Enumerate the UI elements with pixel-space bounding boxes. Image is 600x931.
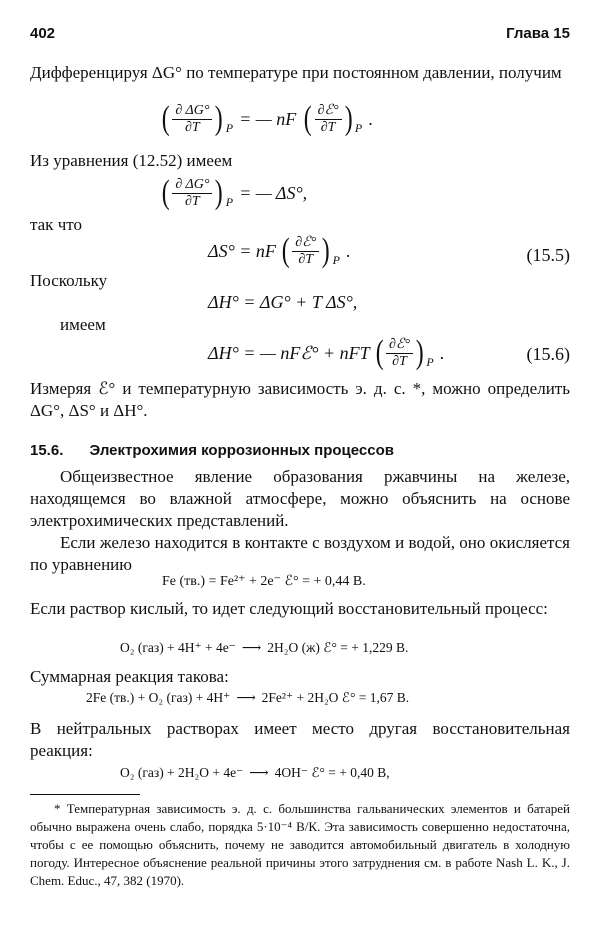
subscript-p: P: [225, 120, 234, 135]
equation-dG-dT-entropy: [160, 176, 307, 210]
paren-right: ): [215, 100, 224, 137]
fraction-numerator: ∂ℰ°: [386, 337, 413, 354]
equation-rhs: = — ΔS°,: [239, 182, 308, 203]
paragraph-overall-reaction: Суммарная реакция такова:: [30, 667, 229, 686]
paren-left: (: [303, 100, 312, 137]
paren-right: ): [344, 100, 353, 137]
fraction-numerator: ∂ℰ°: [292, 235, 319, 252]
subscript-p: P: [354, 120, 363, 135]
fraction-denominator: ∂T: [392, 353, 407, 369]
fraction: [172, 177, 212, 210]
paragraph-we-have: имеем: [60, 315, 106, 334]
reaction-arrow: ⟶: [249, 765, 269, 780]
reaction-arrow: ⟶: [241, 640, 262, 655]
paragraph-acidic-solution: Если раствор кислый, то идет следующий восстановительный процесс:: [30, 599, 548, 618]
fraction-numerator: ∂ℰ°: [315, 103, 342, 120]
fraction-numerator: ∂ ΔG°: [172, 177, 212, 194]
reaction-iron-oxidation: Fe (тв.) = Fe²⁺ + 2e⁻ ℰ° = + 0,44 В.: [162, 574, 366, 589]
reaction-left: 2Fe (тв.) + O₂ (газ) + 4H⁺: [86, 690, 231, 705]
paren-right: ): [321, 232, 330, 269]
paragraph-iron-contact: Если железо находится в контакте с воздухом и водой, оно окисляется по уравнению: [30, 533, 570, 574]
fraction: [386, 337, 413, 370]
paragraph-since: Поскольку: [30, 271, 108, 290]
reaction-right: 2Fe²⁺ + 2H₂O ℰ° = 1,67 В.: [261, 690, 410, 705]
paren-left: (: [161, 174, 170, 211]
paragraph-from-equation: Из уравнения (12.52) имеем: [30, 151, 233, 170]
reaction-overall: [86, 690, 409, 706]
equation-lhs: ΔS° = nF: [208, 240, 276, 261]
equation-rhs: = — nF: [239, 108, 297, 129]
equation-period: .: [439, 342, 445, 363]
paragraph-differentiating: Дифференцируя ΔG° по температуре при постоянном давлении, получим: [30, 63, 562, 82]
reaction-acidic-reduction: [120, 640, 408, 656]
reaction-right: 2H₂O (ж) ℰ° = + 1,229 В.: [267, 640, 409, 655]
chapter-header: Глава 15: [506, 25, 570, 42]
subscript-p: P: [332, 252, 340, 267]
paren-left: (: [281, 232, 290, 269]
section-title: Электрохимия коррозионных процессов: [89, 442, 394, 459]
equation-enthalpy: ΔH° = ΔG° + T ΔS°,: [208, 292, 358, 312]
reaction-right: 4OH⁻ ℰ° = + 0,40 В,: [274, 765, 390, 780]
reaction-left: O₂ (газ) + 2H₂O + 4e⁻: [120, 765, 244, 780]
fraction-numerator: ∂ ΔG°: [172, 103, 212, 120]
fraction: [172, 103, 212, 136]
reaction-neutral-reduction: [120, 765, 390, 781]
reaction-arrow: ⟶: [236, 690, 256, 705]
equation-period: .: [368, 108, 373, 129]
equation-period: .: [345, 240, 351, 261]
equation-lhs: ΔH° = — nFℰ° + nFT: [208, 342, 370, 363]
subscript-p: P: [225, 194, 234, 209]
paragraph-neutral-solutions: В нейтральных растворах имеет место другая восстановительная реакция:: [30, 719, 570, 760]
section-number: 15.6.: [30, 442, 64, 459]
equation-dG-dT: [160, 102, 373, 136]
page-number: 402: [30, 25, 56, 42]
equation-number-15-6: (15.6): [526, 344, 570, 364]
section-heading: [30, 442, 394, 459]
paren-right: ): [415, 334, 424, 371]
paren-left: (: [375, 334, 384, 371]
paragraph-rust: Общеизвестное явление образования ржавчины на железе, находящемся во влажной атмосфере, можно объяснить на основе электрохимических представлений.: [30, 467, 570, 530]
paragraph-measuring: Измеряя ℰ° и температурную зависимость э. д. с. *, можно определить ΔG°, ΔS° и ΔH°.: [30, 379, 570, 420]
subscript-p: P: [426, 354, 434, 369]
paragraph-so-that: так что: [30, 215, 82, 234]
footnote: * Температурная зависимость э. д. с. большинства гальванических элементов и батарей обычно выражена очень слабо, порядка 5·10⁻⁴ В/К. Эта зависимость совершенно недостаточна, чтобы с ее помощью объяснить, почему не заводится автомобильный двигатель в холодную погоду. Интересное объяснение реальной причины этого затруднения см. в работе Nash L. K., J. Chem. Educ., 47, 382 (1970).: [30, 801, 570, 888]
equation-15-5: [208, 234, 350, 268]
fraction-denominator: ∂T: [298, 251, 314, 267]
equation-number-15-5: (15.5): [526, 245, 570, 265]
footnote-rule: [30, 794, 140, 795]
equation-15-6: [208, 336, 444, 370]
fraction: [315, 103, 342, 136]
reaction-left: O₂ (газ) + 4H⁺ + 4e⁻: [120, 640, 236, 655]
paren-right: ): [215, 174, 224, 211]
fraction-denominator: ∂T: [185, 193, 200, 209]
fraction: [292, 235, 319, 268]
fraction-denominator: ∂T: [185, 119, 200, 135]
paren-left: (: [161, 100, 170, 137]
fraction-denominator: ∂T: [320, 119, 336, 135]
